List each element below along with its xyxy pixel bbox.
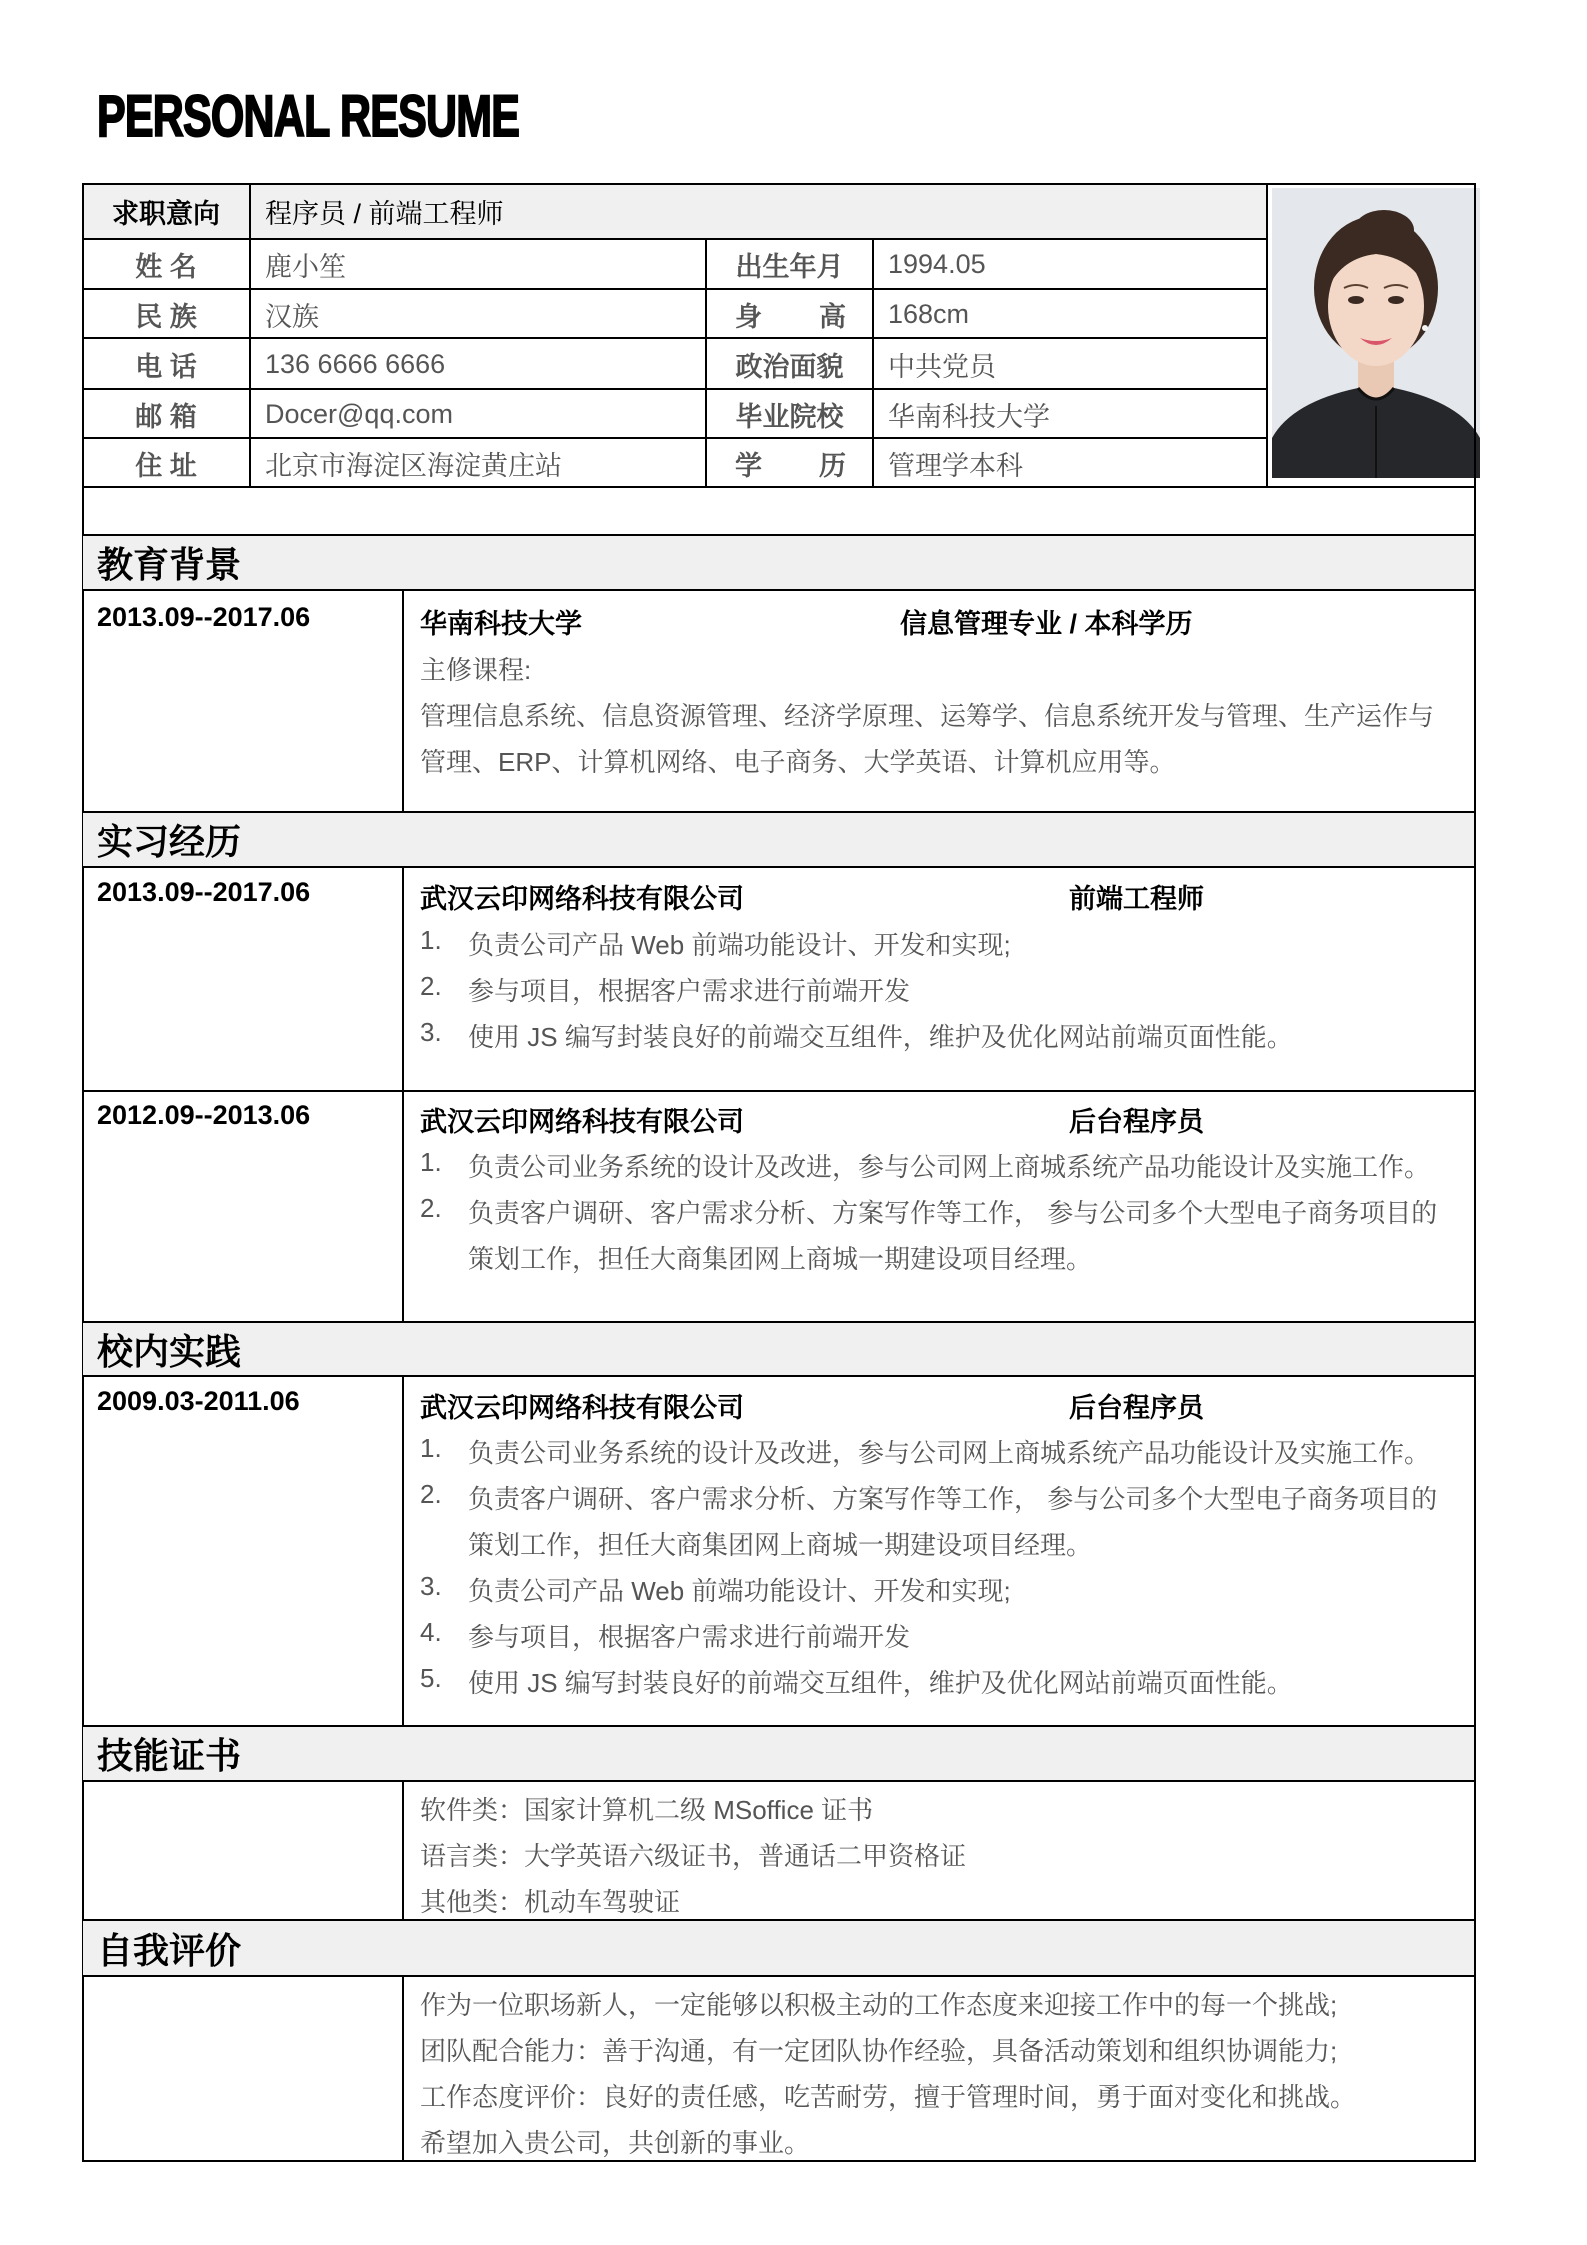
list-text: 负责客户调研、客户需求分析、方案写作等工作， 参与公司多个大型电子商务项目的 [468,1198,1438,1228]
name-label: 姓 名 [135,252,197,282]
campus-company: 武汉云印网络科技有限公司 [420,1393,744,1423]
divider [82,1780,1476,1782]
courses-label: 主修课程: [420,655,532,685]
ethnicity-label: 民 族 [135,301,197,332]
divider [82,437,1268,439]
education-school: 华南科技大学 [420,609,582,639]
job-intent-value: 程序员 / 前端工程师 [265,199,504,229]
list-item [420,1479,1438,1514]
table-border-bottom [82,2160,1476,2162]
internship-date: 2013.09--2017.06 [97,877,311,907]
list-number: 2. [420,971,442,1001]
list-number: 4. [420,1617,442,1647]
divider [82,337,1268,339]
height-label [707,290,872,338]
list-number: 3. [420,1017,442,1047]
divider [82,1975,1476,1977]
education-date: 2013.09--2017.06 [97,602,311,632]
degree-label [707,439,872,487]
page-title: PERSONAL RESUME [97,84,520,149]
person-photo-icon [1272,188,1480,478]
divider [402,1780,404,1920]
degree-label-b: 历 [819,450,846,481]
education-major: 信息管理专业 / 本科学历 [900,609,1193,639]
section-heading-education: 教育背景 [83,536,1474,589]
section-heading-campus: 校内实践 [83,1323,1474,1375]
list-number: 3. [420,1571,442,1601]
table-border-right [1474,183,1476,2162]
self-eval-line: 团队配合能力：善于沟通，有一定团队协作经验，具备活动策划和组织协调能力; [420,2036,1338,2066]
degree-label-a: 学 [735,450,762,481]
divider [82,1375,1476,1377]
section-heading-self-eval: 自我评价 [83,1921,1474,1975]
section-heading-skills: 技能证书 [83,1727,1474,1780]
campus-role: 后台程序员 [1069,1393,1204,1423]
address-label: 住 址 [135,450,197,481]
list-item [420,1663,1293,1698]
divider [402,589,404,812]
email-label: 邮 箱 [135,401,197,432]
divider [82,1090,1476,1092]
list-text: 参与项目，根据客户需求进行前端开发 [468,1622,911,1652]
list-number: 2. [420,1193,442,1223]
political-value: 中共党员 [888,351,996,382]
height-label-a: 身 [735,301,762,332]
internship-date: 2012.09--2013.06 [97,1100,311,1130]
list-text: 负责公司业务系统的设计及改进，参与公司网上商城系统产品功能设计及实施工作。 [468,1438,1431,1468]
email-value: Docer@qq.com [265,398,453,429]
skill-line: 软件类：国家计算机二级 MSoffice 证书 [420,1795,874,1825]
self-eval-line: 工作态度评价：良好的责任感，吃苦耐劳，擅于管理时间，勇于面对变化和挑战。 [420,2082,1357,2112]
job-intent-label: 求职意向 [112,199,220,229]
divider [402,866,404,1322]
school-value: 华南科技大学 [888,401,1050,432]
list-item [420,1017,1293,1052]
list-number: 1. [420,1433,442,1463]
divider [402,1975,404,2162]
school-label: 毕业院校 [735,401,844,432]
skill-line: 其他类：机动车驾驶证 [420,1887,681,1917]
list-text: 负责公司产品 Web 前端功能设计、开发和实现; [468,1576,1011,1606]
name-value: 鹿小笙 [265,252,346,282]
internship-role: 前端工程师 [1069,884,1204,914]
divider [82,288,1268,290]
divider [705,238,707,488]
list-item [420,1571,1011,1606]
section-heading-internship: 实习经历 [83,813,1474,866]
list-text: 参与项目，根据客户需求进行前端开发 [468,976,911,1006]
internship-role: 后台程序员 [1069,1107,1204,1137]
divider [82,866,1476,868]
birth-value: 1994.05 [888,249,986,279]
divider [872,238,874,488]
list-number: 2. [420,1479,442,1509]
phone-value: 136 6666 6666 [265,348,446,379]
list-text: 负责公司业务系统的设计及改进，参与公司网上商城系统产品功能设计及实施工作。 [468,1152,1431,1182]
degree-value: 管理学本科 [888,450,1023,481]
list-number: 1. [420,925,442,955]
list-item [420,925,1011,960]
ethnicity-value: 汉族 [265,301,319,332]
internship-company: 武汉云印网络科技有限公司 [420,1107,744,1137]
political-label: 政治面貌 [735,351,844,382]
list-number: 1. [420,1147,442,1177]
list-item [420,1617,911,1652]
list-item [420,1193,1438,1228]
self-eval-line: 作为一位职场新人，一定能够以积极主动的工作态度来迎接工作中的每一个挑战; [420,1990,1338,2020]
height-value: 168cm [888,298,970,329]
list-text: 负责客户调研、客户需求分析、方案写作等工作， 参与公司多个大型电子商务项目的 [468,1484,1438,1514]
list-text: 负责公司产品 Web 前端功能设计、开发和实现; [468,930,1011,960]
internship-company: 武汉云印网络科技有限公司 [420,884,744,914]
divider [82,238,1268,240]
height-label-b: 高 [819,301,846,332]
list-item-continuation: 策划工作，担任大商集团网上商城一期建设项目经理。 [468,1530,1093,1560]
address-value: 北京市海淀区海淀黄庄站 [265,450,562,481]
phone-label: 电 话 [135,351,197,382]
courses-line: 管理信息系统、信息资源管理、经济学原理、运筹学、信息系统开发与管理、生产运作与 [420,701,1435,731]
birth-label: 出生年月 [735,252,844,282]
list-item-continuation: 策划工作，担任大商集团网上商城一期建设项目经理。 [468,1244,1093,1274]
portrait-photo [1272,188,1480,478]
divider [1266,183,1268,488]
list-text: 使用 JS 编写封装良好的前端交互组件，维护及优化网站前端页面性能。 [468,1022,1293,1052]
divider [402,1375,404,1726]
divider [249,183,251,488]
courses-line: 管理、ERP、计算机网络、电子商务、大学英语、计算机应用等。 [420,747,1176,777]
list-item [420,1433,1431,1468]
divider [82,589,1476,591]
list-text: 使用 JS 编写封装良好的前端交互组件，维护及优化网站前端页面性能。 [468,1668,1293,1698]
self-eval-line: 希望加入贵公司，共创新的事业。 [420,2128,811,2158]
skill-line: 语言类：大学英语六级证书，普通话二甲资格证 [420,1841,967,1871]
list-item [420,1147,1431,1182]
divider [82,388,1268,390]
list-number: 5. [420,1663,442,1693]
list-item [420,971,911,1006]
campus-date: 2009.03-2011.06 [97,1386,300,1416]
table-border-left [82,183,84,2162]
